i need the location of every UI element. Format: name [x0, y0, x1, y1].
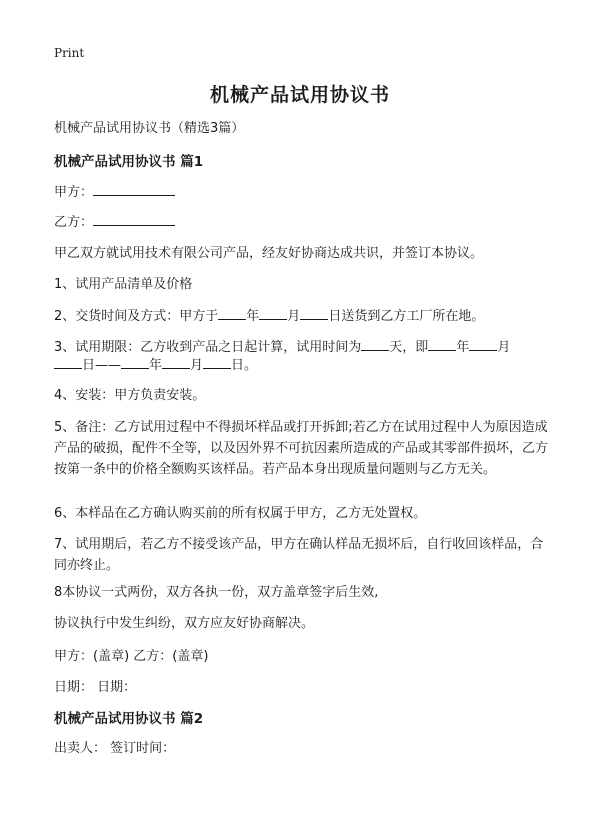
document-subtitle: 机械产品试用协议书（精选3篇）: [54, 121, 245, 136]
blank-field: [428, 338, 456, 351]
clause-2: [54, 306, 484, 328]
seller-line: 出卖人： 签订时间：: [54, 741, 176, 756]
party-b-blank: [93, 213, 175, 226]
clause-3-text: 日。: [231, 358, 258, 373]
party-a-label: 甲方：: [54, 185, 94, 200]
blank-field: [469, 338, 497, 351]
party-a-blank: [93, 183, 175, 196]
clause-3-text: 月: [497, 340, 511, 355]
clause-3-text: 天，即: [389, 340, 429, 355]
clause-3-text: 3、试用期限：乙方收到产品之日起计算，试用时间为: [54, 340, 362, 355]
clause-5: 5、备注：乙方试用过程中不得损坏样品或打开拆卸;若乙方在试用过程中人为原因造成产品的破损，配件不全等，以及因外界不可抗因素所造成的产品或其零部件损坏，乙方按第一条中的价格全额购买该样品。若产品本身出现质量问题则与乙方无关。: [54, 420, 549, 477]
clause-2-text: 2、交货时间及方式：甲方于: [54, 309, 219, 324]
clause-3-text: 日——: [82, 358, 122, 373]
blank-field: [361, 338, 389, 351]
clause-8: 8本协议一式两份，双方各执一份，双方盖章签字后生效,: [54, 585, 379, 600]
dispute-clause: 协议执行中发生纠纷，双方应友好协商解决。: [54, 616, 315, 631]
clause-6: 6、本样品在乙方确认购买前的所有权属于甲方，乙方无处置权。: [54, 506, 427, 521]
clause-2-text: 月: [287, 309, 301, 324]
clause-2-text: 日送货到乙方工厂所在地。: [328, 309, 485, 324]
blank-field: [259, 307, 287, 320]
blank-field: [218, 307, 246, 320]
party-a-line: [54, 182, 175, 204]
clause-1: 1、试用产品清单及价格: [54, 277, 193, 292]
intro-paragraph: 甲乙双方就试用技术有限公司产品，经友好协商达成共识，并签订本协议。: [54, 246, 484, 261]
seal-line: 甲方：(盖章) 乙方：(盖章): [54, 649, 209, 664]
blank-field: [203, 356, 231, 369]
blank-field: [300, 307, 328, 320]
blank-field: [162, 356, 190, 369]
clause-4: 4、安装：甲方负责安装。: [54, 388, 206, 403]
date-line: 日期： 日期：: [54, 680, 137, 695]
clause-7: 7、试用期后，若乙方不接受该产品，甲方在确认样品无损坏后，自行收回该样品，合同亦终止。: [54, 537, 544, 573]
clause-3-text: 年: [149, 358, 163, 373]
section-2-heading: 机械产品试用协议书 篇2: [54, 711, 204, 727]
clause-3-line-2: [54, 355, 257, 377]
blank-field: [54, 356, 82, 369]
clause-2-text: 年: [246, 309, 260, 324]
blank-field: [121, 356, 149, 369]
party-b-label: 乙方：: [54, 215, 94, 230]
document-title: 机械产品试用协议书: [209, 84, 390, 106]
section-1-heading: 机械产品试用协议书 篇1: [54, 154, 204, 170]
party-b-line: [54, 212, 175, 234]
clause-3-text: 月: [190, 358, 204, 373]
print-link[interactable]: Print: [54, 46, 85, 60]
clause-3-text: 年: [456, 340, 470, 355]
